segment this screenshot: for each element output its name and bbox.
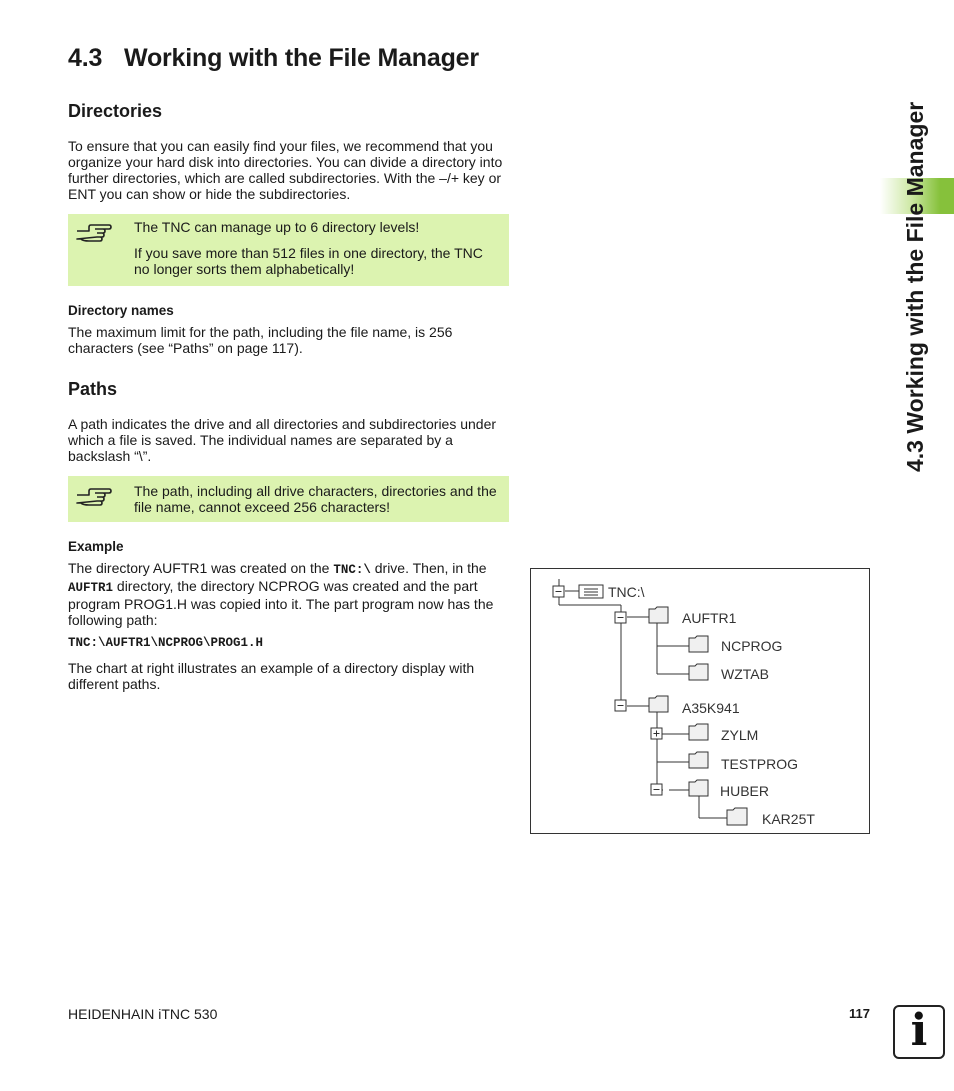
directory-tree-figure <box>530 568 870 834</box>
pointing-hand-icon <box>75 223 113 247</box>
code-inline: AUFTR1 <box>68 581 114 595</box>
text-line: The chart at right illustrates an example of a directory display with <box>68 660 475 676</box>
text-line: further directories, which are called subdirectories. With the –/+ key or <box>68 170 502 186</box>
section-title: Working with the File Manager <box>124 44 479 72</box>
footer-product: HEIDENHAIN iTNC 530 <box>68 1006 218 1022</box>
tree-node-testprog: TESTPROG <box>721 756 799 772</box>
sidebar-tab <box>940 178 954 214</box>
note-directory-levels <box>68 214 509 286</box>
text-line: which a file is saved. The individual names are separated by a <box>68 432 453 448</box>
example-text <box>68 560 513 628</box>
directories-heading: Directories <box>68 101 163 121</box>
section-number: 4.3 <box>68 44 103 72</box>
directory-names-text <box>68 324 513 356</box>
text-line: drive. Then, in the <box>370 560 487 576</box>
text-line: To ensure that you can easily find your files, we recommend that you <box>68 138 493 154</box>
tree-node-zylm: ZYLM <box>721 727 759 743</box>
text-line: If you save more than 512 files in one directory, the TNC <box>134 245 483 261</box>
text-line: no longer sorts them alphabetically! <box>134 261 355 277</box>
tree-node-wztab: WZTAB <box>721 666 769 682</box>
text-line: different paths. <box>68 676 161 692</box>
tree-node-auftr1: AUFTR1 <box>682 610 737 626</box>
text-line: The path, including all drive characters, directories and the <box>134 483 497 499</box>
text-line: A path indicates the drive and all directories and subdirectories under <box>68 416 497 432</box>
page-title <box>68 44 479 73</box>
info-icon <box>893 1005 945 1059</box>
text-line: program PROG1.H was copied into it. The part program now has the <box>68 596 494 612</box>
paths-heading: Paths <box>68 379 118 399</box>
note-path-limit <box>68 476 509 522</box>
page-number: 117 <box>849 1006 870 1021</box>
text-line: The directory AUFTR1 was created on the <box>68 560 334 576</box>
text-line: file name, cannot exceed 256 characters! <box>134 499 391 515</box>
tree-node-huber: HUBER <box>720 783 770 799</box>
text-line: characters (see “Paths” on page 117). <box>68 340 303 356</box>
tree-node-kar25t: KAR25T <box>762 811 815 827</box>
pointing-hand-icon <box>75 487 113 511</box>
tree-node-ncprog: NCPROG <box>721 638 783 654</box>
note-text <box>134 483 502 515</box>
chart-description <box>68 660 513 692</box>
example-path: TNC:\AUFTR1\NCPROG\PROG1.H <box>68 636 264 650</box>
text-line: The maximum limit for the path, including the file name, is 256 <box>68 324 453 340</box>
info-glyph: i <box>910 1005 928 1056</box>
text-line: backslash “\”. <box>68 448 152 464</box>
note-text <box>134 245 502 277</box>
tree-node-root: TNC:\ <box>608 584 645 600</box>
code-inline: TNC:\ <box>333 563 371 577</box>
directory-names-heading: Directory names <box>68 303 174 318</box>
sidebar-label: 4.3 Working with the File Manager <box>902 101 928 472</box>
text-line: directory, the directory NCPROG was created and the part <box>113 578 478 594</box>
text-line: organize your hard disk into directories. You can divide a directory into <box>68 154 503 170</box>
text-line: ENT you can show or hide the subdirectories. <box>68 186 351 202</box>
note-text: The TNC can manage up to 6 directory levels! <box>134 219 420 235</box>
example-heading: Example <box>68 539 124 554</box>
tree-node-a35k941: A35K941 <box>682 700 740 716</box>
paths-intro <box>68 416 513 464</box>
directories-intro <box>68 138 513 202</box>
text-line: following path: <box>68 612 158 628</box>
